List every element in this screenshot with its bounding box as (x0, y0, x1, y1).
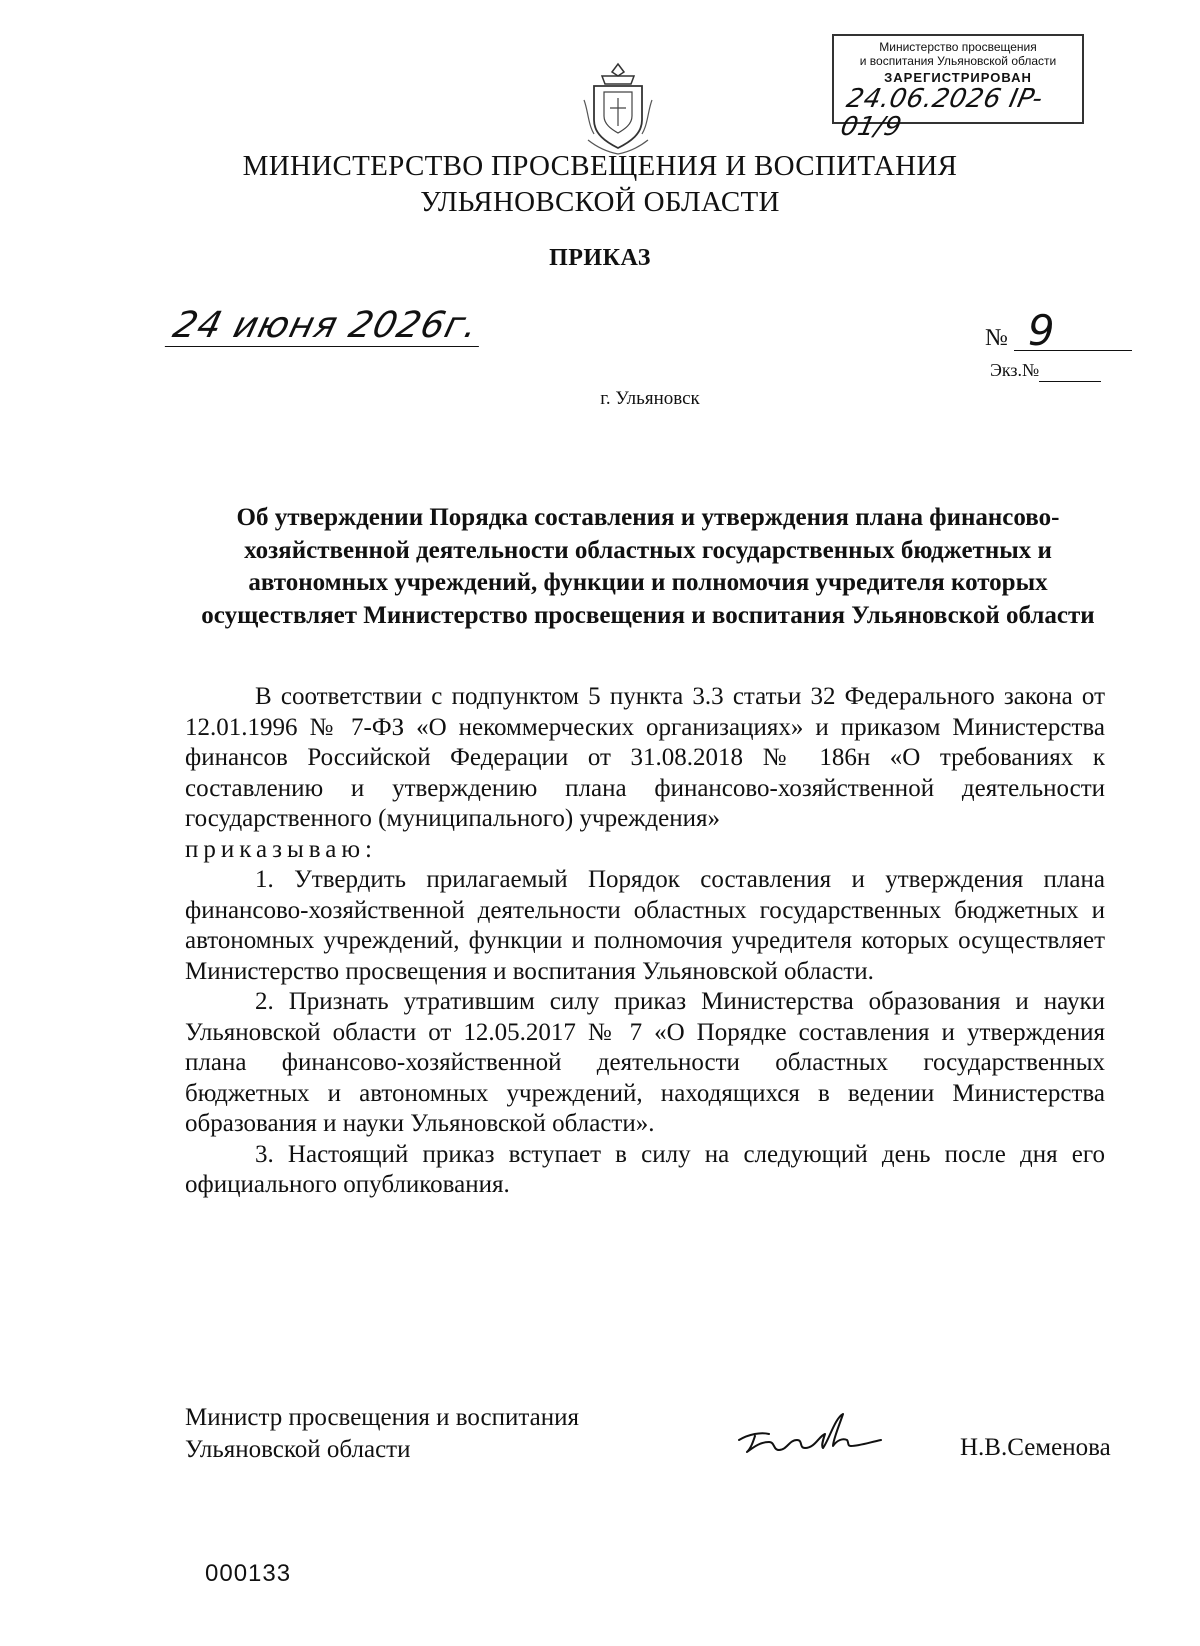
registration-stamp (832, 34, 1084, 142)
ministry-name-line2: УЛЬЯНОВСКОЙ ОБЛАСТИ (420, 186, 780, 218)
stamp-handwritten-date-number: 24.06.2026 IP-01/9 (837, 84, 1046, 142)
document-type: ПРИКАЗ (549, 245, 651, 271)
number-value: 9 (1014, 312, 1132, 351)
signer-name: Н.В.Семенова (960, 1434, 1111, 1461)
item-3: 3. Настоящий приказ вступает в силу на следующий день после дня его официального опубликования. (185, 1140, 1105, 1198)
signer-position (185, 1402, 579, 1466)
stamp-org-line2: и воспитания Ульяновской области (859, 54, 1057, 68)
item-1: 1. Утвердить прилагаемый Порядок составления и утверждения плана финансово-хозяйственной деятельности областных государственных бюджетных и автономных учреждений, функции и полномочия учредителя которых осуществляет Министерство просвещения и воспитания Ульяновской области. (185, 866, 1105, 985)
handwritten-date: 24 июня 2026г. (165, 305, 489, 347)
document-serial-number: 000133 (205, 1560, 292, 1587)
item-2: 2. Признать утратившим силу приказ Министерства образования и науки Ульяновской области от 12.05.2017 № 7 «О Порядке составления и утверждения плана финансово-хозяйственной деятельности областных государственных бюджетных и автономных учреждений, находящихся в ведении Министерства образования и науки Ульяновской области». (185, 988, 1105, 1137)
ministry-name-line1: МИНИСТЕРСТВО ПРОСВЕЩЕНИЯ И ВОСПИТАНИЯ (242, 150, 958, 182)
document-heading: Об утверждении Порядка составления и утверждения плана финансово-хозяйственной деятельности областных государственных бюджетных и автономных учреждений, функции и полномочия учредителя которых осуществляет Министерство просвещения и воспитания Ульяновской области (201, 504, 1095, 629)
intro-paragraph: В соответствии с подпунктом 5 пункта 3.3 статьи 32 Федерального закона от 12.01.1996 № 7-ФЗ «О некоммерческих организациях» и приказом Министерства финансов Российской Федерации от 31.08.2018 № 186н «О требованиях к составлению и утверждению плана финансово-хозяйственной деятельности государственного (муниципального) учреждения» (185, 683, 1105, 832)
signer-position-line1: Министр просвещения и воспитания (185, 1404, 579, 1431)
coat-of-arms-emblem (580, 60, 656, 160)
document-body (185, 682, 1105, 1201)
number-label: № (985, 325, 1008, 351)
city: г. Ульяновск (600, 388, 700, 409)
order-word: приказываю: (185, 835, 377, 863)
stamp-org-line1: Министерство просвещения (879, 40, 1037, 54)
copy-number (990, 360, 1101, 382)
signer-position-line2: Ульяновской области (185, 1436, 411, 1463)
ministry-name (0, 148, 1200, 220)
stamp-registered-label: ЗАРЕГИСТРИРОВАН (884, 70, 1032, 85)
handwritten-signature (735, 1400, 895, 1460)
copy-label: Экз.№ (990, 360, 1040, 380)
order-number (985, 306, 1132, 355)
copy-number-blank (1039, 360, 1101, 382)
